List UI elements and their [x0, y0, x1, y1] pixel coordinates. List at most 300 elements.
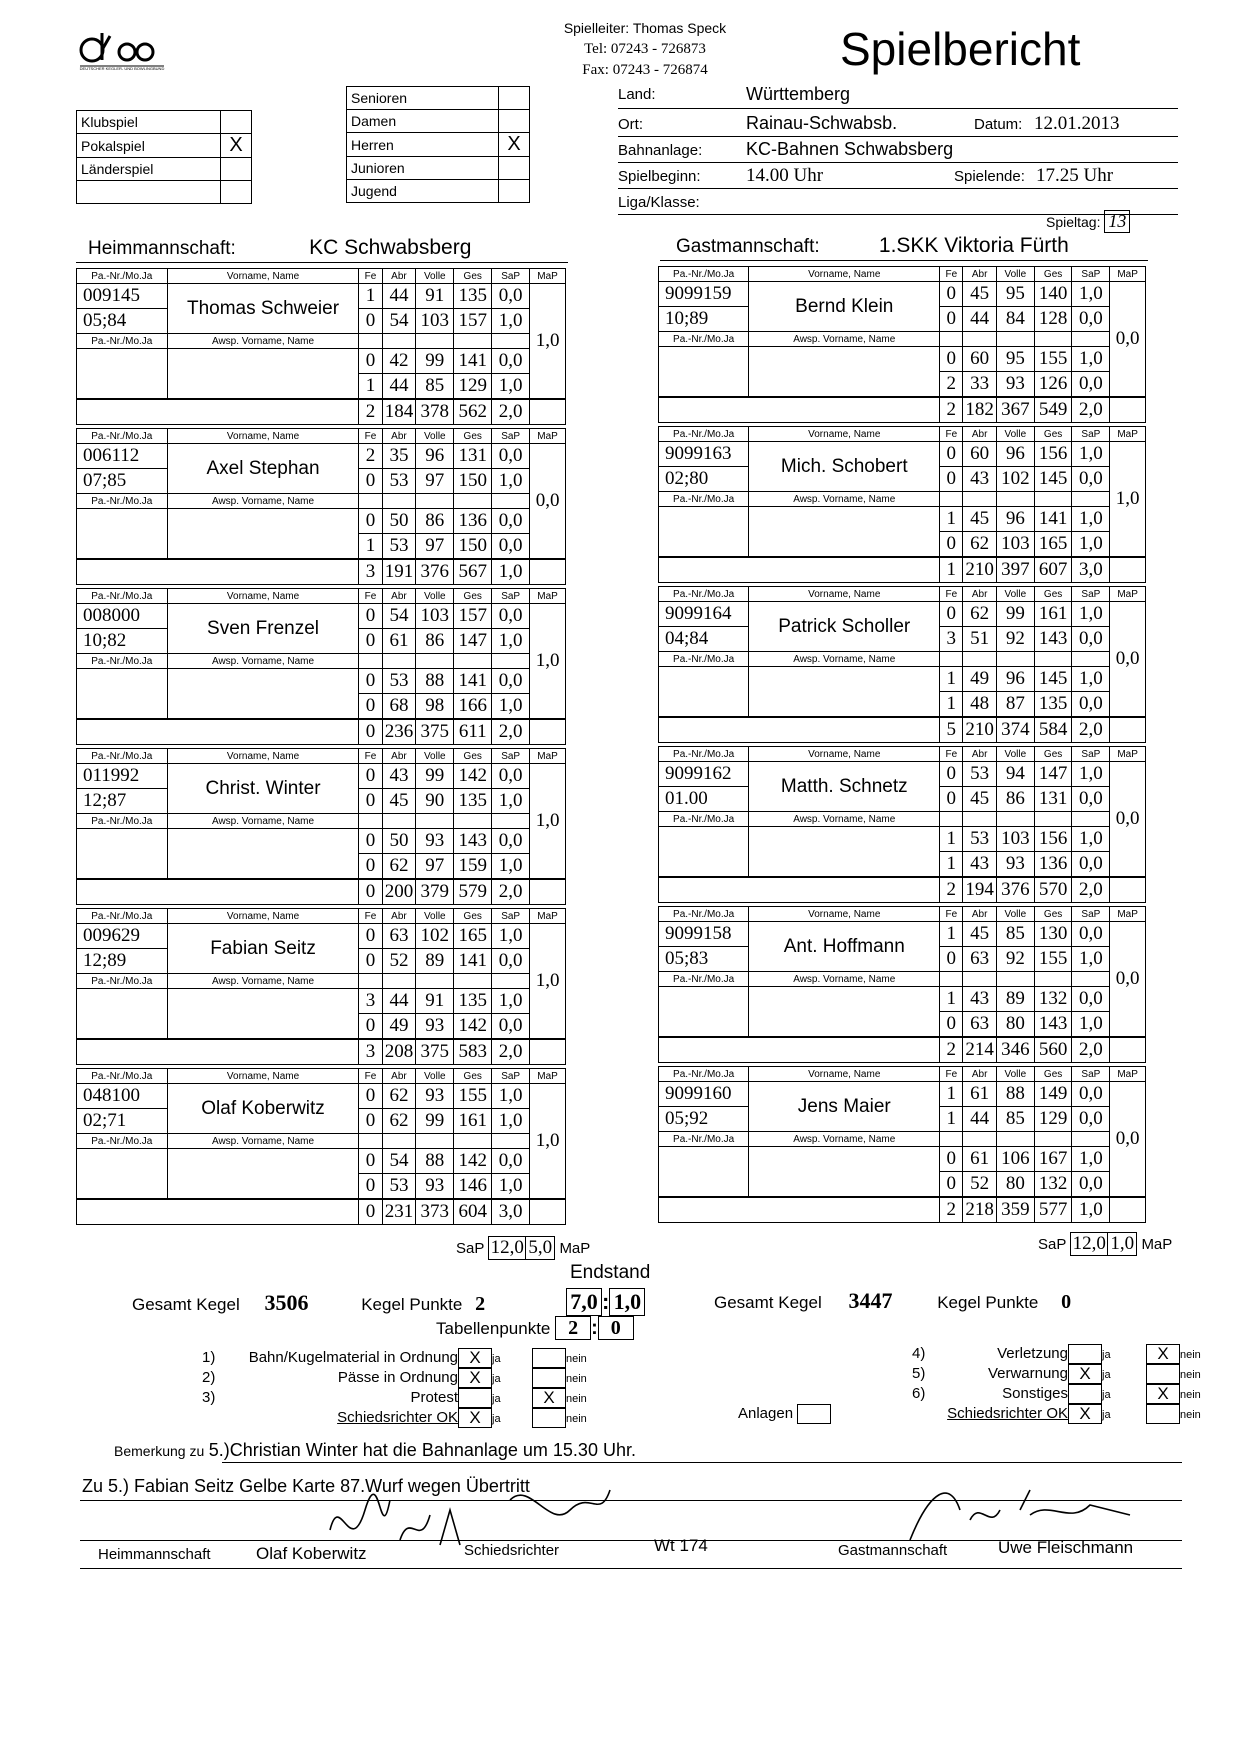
player-name: Fabian Seitz: [167, 924, 359, 974]
ja-checkbox[interactable]: X: [458, 1348, 492, 1368]
score-cell: 1,0: [492, 629, 530, 654]
vorname-header: Vorname, Name: [749, 427, 940, 442]
score-cell: 96: [996, 667, 1034, 692]
awsp-header: Awsp. Vorname, Name: [167, 974, 359, 989]
nein-label: nein: [566, 1413, 587, 1425]
spieltag: [1046, 210, 1130, 233]
total-cell: 0: [359, 879, 382, 905]
ja-checkbox[interactable]: X: [1068, 1404, 1102, 1424]
spielleiter-fax: Fax: 07243 - 726874: [582, 62, 708, 78]
player-map: 1,0: [530, 924, 566, 1040]
ja-checkbox[interactable]: X: [458, 1368, 492, 1388]
fe-header: Fe: [359, 749, 382, 764]
gast-player-table: [658, 906, 1146, 1063]
total-cell: 375: [416, 1039, 454, 1065]
check-num: 1): [202, 1349, 216, 1366]
score-cell: 135: [454, 989, 492, 1014]
nein-checkbox[interactable]: X: [1146, 1384, 1180, 1404]
score-cell: 92: [996, 627, 1034, 652]
total-cell: 604: [454, 1199, 492, 1225]
score-cell: 93: [416, 1174, 454, 1200]
awsp-name: [749, 1147, 940, 1198]
check-label: Sonstiges: [1002, 1385, 1068, 1402]
score-cell: 1: [940, 667, 963, 692]
ja-label: ja: [492, 1413, 501, 1425]
score-cell: 1: [940, 922, 963, 947]
check-label: Protest: [410, 1389, 458, 1406]
score-cell: 0: [940, 602, 963, 627]
total-cell: 2: [940, 397, 963, 423]
abr-header: Abr: [963, 267, 997, 282]
score-cell: 156: [1034, 442, 1072, 467]
spielart-checkbox[interactable]: [221, 111, 252, 134]
klasse-checkbox[interactable]: [499, 157, 530, 180]
nein-checkbox[interactable]: [1146, 1364, 1180, 1384]
score-cell: 0,0: [492, 764, 530, 789]
klasse-checkbox[interactable]: X: [499, 133, 530, 157]
score-cell: 1,0: [492, 1084, 530, 1109]
check-label: Bahn/Kugelmaterial in Ordnung: [248, 1349, 458, 1366]
spielart-row: [77, 181, 252, 204]
score-cell: 1: [940, 507, 963, 532]
klasse-checkbox[interactable]: [499, 87, 530, 110]
score-cell: 53: [963, 827, 997, 852]
player-nr: 9099159: [659, 282, 749, 307]
pa-header: Pa.-Nr./Mo.Ja: [77, 749, 168, 764]
score-cell: 161: [1034, 602, 1072, 627]
heim-sap-total: 12,0: [488, 1236, 526, 1260]
score-cell: 93: [996, 372, 1034, 398]
spielart-checkbox[interactable]: X: [221, 134, 252, 158]
klasse-label: Damen: [347, 110, 499, 133]
heim-player-table: [76, 1068, 566, 1225]
klasse-label: Herren: [347, 133, 499, 157]
score-cell: 89: [996, 987, 1034, 1012]
score-cell: 0,0: [1072, 987, 1110, 1012]
score-cell: 147: [454, 629, 492, 654]
score-cell: 1,0: [492, 989, 530, 1014]
spielart-label: Länderspiel: [77, 158, 221, 181]
player-name: Jens Maier: [749, 1082, 940, 1132]
total-cell: 379: [416, 879, 454, 905]
klasse-row: [347, 133, 530, 157]
awsp-nr: [77, 989, 168, 1040]
bahn-label: Bahnanlage:: [618, 142, 703, 159]
score-cell: 50: [382, 509, 416, 534]
pa-header: Pa.-Nr./Mo.Ja: [659, 812, 749, 827]
abr-header: Abr: [382, 429, 416, 444]
player-map: 0,0: [1110, 762, 1146, 878]
pa-header: Pa.-Nr./Mo.Ja: [659, 652, 749, 667]
total-cell: 583: [454, 1039, 492, 1065]
volle-header: Volle: [416, 909, 454, 924]
score-cell: 53: [963, 762, 997, 787]
abr-header: Abr: [963, 747, 997, 762]
score-cell: 0,0: [492, 1149, 530, 1174]
total-cell: 2: [940, 1197, 963, 1223]
score-cell: 0: [359, 669, 382, 694]
player-map: 1,0: [530, 604, 566, 720]
score-cell: 93: [416, 1014, 454, 1040]
score-cell: 102: [996, 467, 1034, 492]
ges-header: Ges: [454, 429, 492, 444]
pa-header: Pa.-Nr./Mo.Ja: [77, 334, 168, 349]
page-title: Spielbericht: [840, 23, 1081, 75]
score-cell: 98: [416, 694, 454, 720]
checks_right-row: [912, 1404, 1201, 1424]
score-cell: 149: [1034, 1082, 1072, 1107]
nein-label: nein: [566, 1373, 587, 1385]
klasse-checkbox[interactable]: [499, 110, 530, 133]
score-cell: 141: [454, 669, 492, 694]
score-cell: 90: [416, 789, 454, 814]
heim-header: [88, 236, 471, 260]
score-cell: 0: [940, 347, 963, 372]
logo-graphic-icon: [72, 28, 172, 80]
score-cell: 1,0: [492, 924, 530, 949]
awsp-nr: [659, 507, 749, 558]
score-cell: 49: [963, 667, 997, 692]
beginn-value: 14.00 Uhr: [746, 165, 824, 186]
score-cell: 0: [940, 787, 963, 812]
awsp-header: Awsp. Vorname, Name: [749, 332, 940, 347]
score-cell: 62: [382, 1084, 416, 1109]
score-cell: 135: [454, 789, 492, 814]
nein-checkbox[interactable]: [1146, 1404, 1180, 1424]
player-nr: 011992: [77, 764, 168, 789]
score-cell: 33: [963, 372, 997, 398]
score-cell: 50: [382, 829, 416, 854]
ja-checkbox[interactable]: X: [1068, 1364, 1102, 1384]
ja-checkbox[interactable]: [458, 1388, 492, 1408]
awsp-name: [167, 669, 359, 720]
awsp-nr: [659, 987, 749, 1038]
score-cell: 44: [963, 307, 997, 332]
player-moja: 01.00: [659, 787, 749, 812]
ges-header: Ges: [1034, 907, 1072, 922]
player-map: 1,0: [530, 284, 566, 400]
klasse-label: Jugend: [347, 180, 499, 203]
check-num: 5): [912, 1365, 926, 1382]
datum-value: 12.01.2013: [1034, 113, 1120, 134]
awsp-header: Awsp. Vorname, Name: [167, 494, 359, 509]
volle-header: Volle: [996, 1067, 1034, 1082]
total-cell: 577: [1034, 1197, 1072, 1223]
checks_left-row: [202, 1388, 587, 1408]
total-cell: 2,0: [492, 879, 530, 905]
score-cell: 85: [416, 374, 454, 400]
spielart-checkbox[interactable]: [221, 158, 252, 181]
awsp-name: [167, 989, 359, 1040]
awsp-name: [167, 829, 359, 880]
gast-kp-value: 0: [1061, 1291, 1072, 1313]
check-label: Pässe in Ordnung: [337, 1369, 458, 1386]
score-cell: 161: [454, 1109, 492, 1134]
ja-label: ja: [1102, 1409, 1111, 1421]
pa-header: Pa.-Nr./Mo.Ja: [659, 907, 749, 922]
volle-header: Volle: [416, 1069, 454, 1084]
player-map: 0,0: [1110, 922, 1146, 1038]
heim-name: KC Schwabsberg: [309, 236, 472, 259]
ja-checkbox[interactable]: X: [458, 1408, 492, 1428]
score-cell: 1,0: [492, 309, 530, 334]
pa-header: Pa.-Nr./Mo.Ja: [659, 1132, 749, 1147]
player-moja: 05;84: [77, 309, 168, 334]
player-moja: 04;84: [659, 627, 749, 652]
score-cell: 1,0: [492, 789, 530, 814]
score-cell: 0: [359, 854, 382, 880]
pa-header: Pa.-Nr./Mo.Ja: [77, 909, 168, 924]
check-label: Verletzung: [997, 1345, 1068, 1362]
score-cell: 146: [454, 1174, 492, 1200]
score-cell: 45: [963, 282, 997, 307]
score-cell: 93: [416, 1084, 454, 1109]
nein-label: nein: [1180, 1369, 1201, 1381]
map-header: MaP: [1110, 907, 1146, 922]
map-header: MaP: [530, 269, 566, 284]
pa-header: Pa.-Nr./Mo.Ja: [659, 267, 749, 282]
awsp-name: [749, 667, 940, 718]
bemerkung-line2: Zu 5.) Fabian Seitz Gelbe Karte 87.Wurf wegen Übertritt: [82, 1476, 530, 1496]
spielart-label: [77, 181, 221, 204]
map-header: MaP: [1110, 267, 1146, 282]
score-cell: 88: [416, 1149, 454, 1174]
check-label: Schiedsrichter OK: [337, 1409, 458, 1426]
score-cell: 54: [382, 604, 416, 629]
score-cell: 86: [996, 787, 1034, 812]
score-cell: 91: [416, 989, 454, 1014]
player-name: Patrick Scholler: [749, 602, 940, 652]
ort-value: Rainau-Schwabsb.: [746, 113, 898, 133]
score-cell: 155: [454, 1084, 492, 1109]
score-cell: 142: [454, 1149, 492, 1174]
player-moja: 05;92: [659, 1107, 749, 1132]
map-header: MaP: [530, 909, 566, 924]
check-num: 3): [202, 1389, 216, 1406]
score-cell: 0,0: [492, 534, 530, 560]
player-name: Olaf Koberwitz: [167, 1084, 359, 1134]
map-header: MaP: [1110, 587, 1146, 602]
score-cell: 136: [1034, 852, 1072, 878]
vorname-header: Vorname, Name: [749, 267, 940, 282]
score-cell: 0: [359, 694, 382, 720]
score-cell: 52: [382, 949, 416, 974]
score-cell: 85: [996, 1107, 1034, 1132]
score-cell: 86: [416, 509, 454, 534]
score-cell: 0: [940, 467, 963, 492]
score-cell: 1: [359, 534, 382, 560]
klasse-row: [347, 87, 530, 110]
pa-header: Pa.-Nr./Mo.Ja: [659, 747, 749, 762]
score-cell: 95: [996, 347, 1034, 372]
total-cell: 607: [1034, 557, 1072, 583]
score-cell: 0,0: [492, 949, 530, 974]
sap-header: SaP: [492, 589, 530, 604]
awsp-name: [749, 827, 940, 878]
player-map: 0,0: [1110, 602, 1146, 718]
score-cell: 157: [454, 604, 492, 629]
total-cell: 2,0: [492, 719, 530, 745]
player-map: 0,0: [1110, 282, 1146, 398]
score-cell: 86: [416, 629, 454, 654]
score-cell: 89: [416, 949, 454, 974]
spielart-checkbox[interactable]: [221, 181, 252, 204]
score-cell: 0: [359, 349, 382, 374]
abr-header: Abr: [382, 589, 416, 604]
score-cell: 157: [454, 309, 492, 334]
ja-checkbox[interactable]: [1068, 1344, 1102, 1364]
score-cell: 52: [963, 1172, 997, 1198]
score-cell: 0: [940, 532, 963, 558]
score-cell: 150: [454, 469, 492, 494]
ja-checkbox[interactable]: [1068, 1384, 1102, 1404]
fe-header: Fe: [940, 1067, 963, 1082]
player-map: 0,0: [530, 444, 566, 560]
total-cell: 560: [1034, 1037, 1072, 1063]
klasse-row: [347, 110, 530, 133]
check-num: 4): [912, 1345, 926, 1362]
volle-header: Volle: [416, 589, 454, 604]
sap-header: SaP: [1072, 907, 1110, 922]
vorname-header: Vorname, Name: [167, 1069, 359, 1084]
volle-header: Volle: [996, 427, 1034, 442]
score-cell: 1: [940, 1107, 963, 1132]
check-label: Verwarnung: [987, 1365, 1068, 1382]
total-cell: 0: [359, 1199, 382, 1225]
score-cell: 0,0: [492, 829, 530, 854]
player-nr: 006112: [77, 444, 168, 469]
awsp-name: [167, 509, 359, 560]
heim-player-table: [76, 428, 566, 585]
score-cell: 0,0: [492, 349, 530, 374]
nein-checkbox[interactable]: [532, 1368, 566, 1388]
score-cell: 165: [454, 924, 492, 949]
score-cell: 166: [454, 694, 492, 720]
ges-header: Ges: [1034, 747, 1072, 762]
ort-label: Ort:: [618, 116, 643, 133]
gast-label: Gastmannschaft:: [676, 236, 820, 257]
heim-kp-value: 2: [475, 1293, 486, 1315]
nein-label: nein: [1180, 1349, 1201, 1361]
heim-player-table: [76, 268, 566, 425]
total-cell: 3,0: [1072, 557, 1110, 583]
player-nr: 048100: [77, 1084, 168, 1109]
score-cell: 141: [1034, 507, 1072, 532]
score-cell: 0: [359, 1149, 382, 1174]
score-cell: 62: [963, 532, 997, 558]
score-cell: 0: [940, 1147, 963, 1172]
nein-checkbox[interactable]: [532, 1408, 566, 1428]
score-cell: 1: [940, 692, 963, 718]
abr-header: Abr: [963, 427, 997, 442]
total-cell: 579: [454, 879, 492, 905]
dkbc-logo: [72, 28, 172, 80]
awsp-nr: [77, 349, 168, 400]
total-cell: 359: [996, 1197, 1034, 1223]
awsp-nr: [659, 827, 749, 878]
nein-checkbox[interactable]: [532, 1348, 566, 1368]
klasse-checkbox[interactable]: [499, 180, 530, 203]
score-cell: 0: [940, 442, 963, 467]
total-cell: 0: [359, 719, 382, 745]
score-cell: 1,0: [1072, 602, 1110, 627]
pa-header: Pa.-Nr./Mo.Ja: [77, 494, 168, 509]
score-cell: 1,0: [492, 1174, 530, 1200]
nein-checkbox[interactable]: X: [532, 1388, 566, 1408]
score-cell: 167: [1034, 1147, 1072, 1172]
score-cell: 35: [382, 444, 416, 469]
awsp-nr: [659, 347, 749, 398]
awsp-nr: [659, 667, 749, 718]
score-cell: 132: [1034, 987, 1072, 1012]
info-block: [618, 86, 1178, 215]
score-cell: 145: [1034, 667, 1072, 692]
datum-label: Datum:: [974, 116, 1023, 133]
score-cell: 142: [454, 764, 492, 789]
score-cell: 1,0: [1072, 1012, 1110, 1038]
total-cell: 1: [940, 557, 963, 583]
score-cell: 61: [963, 1147, 997, 1172]
heim-label: Heimmannschaft:: [88, 238, 236, 259]
abr-header: Abr: [382, 909, 416, 924]
score-cell: 147: [1034, 762, 1072, 787]
spielart-table: [76, 110, 252, 204]
check-label: Schiedsrichter OK: [947, 1405, 1068, 1422]
map-header: MaP: [530, 429, 566, 444]
nein-checkbox[interactable]: X: [1146, 1344, 1180, 1364]
score-cell: 94: [996, 762, 1034, 787]
awsp-header: Awsp. Vorname, Name: [167, 334, 359, 349]
score-cell: 0: [940, 282, 963, 307]
logo-subtitle: DEUTSCHER KEGLER- UND BOWLINGBUND: [79, 66, 165, 71]
player-name: Christ. Winter: [167, 764, 359, 814]
player-map: 1,0: [530, 1084, 566, 1200]
abr-header: Abr: [963, 907, 997, 922]
score-cell: 0: [359, 949, 382, 974]
ges-header: Ges: [1034, 587, 1072, 602]
score-cell: 0,0: [1072, 1082, 1110, 1107]
sap-header: SaP: [1072, 1067, 1110, 1082]
score-cell: 0: [940, 762, 963, 787]
gast-header: [676, 234, 1069, 258]
awsp-header: Awsp. Vorname, Name: [749, 812, 940, 827]
score-cell: 60: [963, 347, 997, 372]
score-cell: 1: [940, 987, 963, 1012]
score-cell: 61: [382, 629, 416, 654]
score-cell: 0,0: [492, 1014, 530, 1040]
awsp-nr: [77, 669, 168, 720]
fe-header: Fe: [940, 267, 963, 282]
score-cell: 131: [454, 444, 492, 469]
ja-label: ja: [1102, 1349, 1111, 1361]
fe-header: Fe: [359, 429, 382, 444]
spieltag-value: 13: [1104, 210, 1130, 233]
check-num: 2): [202, 1369, 216, 1386]
anlagen-box[interactable]: [797, 1404, 831, 1424]
checks_right-row: [912, 1344, 1201, 1364]
score-cell: 0: [359, 764, 382, 789]
score-cell: 63: [382, 924, 416, 949]
player-nr: 009629: [77, 924, 168, 949]
player-moja: 10;82: [77, 629, 168, 654]
score-cell: 99: [416, 1109, 454, 1134]
score-cell: 1: [359, 374, 382, 400]
gast-totals: [1038, 1232, 1172, 1256]
player-nr: 9099163: [659, 442, 749, 467]
sap-header: SaP: [492, 909, 530, 924]
score-cell: 45: [382, 789, 416, 814]
player-map: 0,0: [1110, 1082, 1146, 1198]
